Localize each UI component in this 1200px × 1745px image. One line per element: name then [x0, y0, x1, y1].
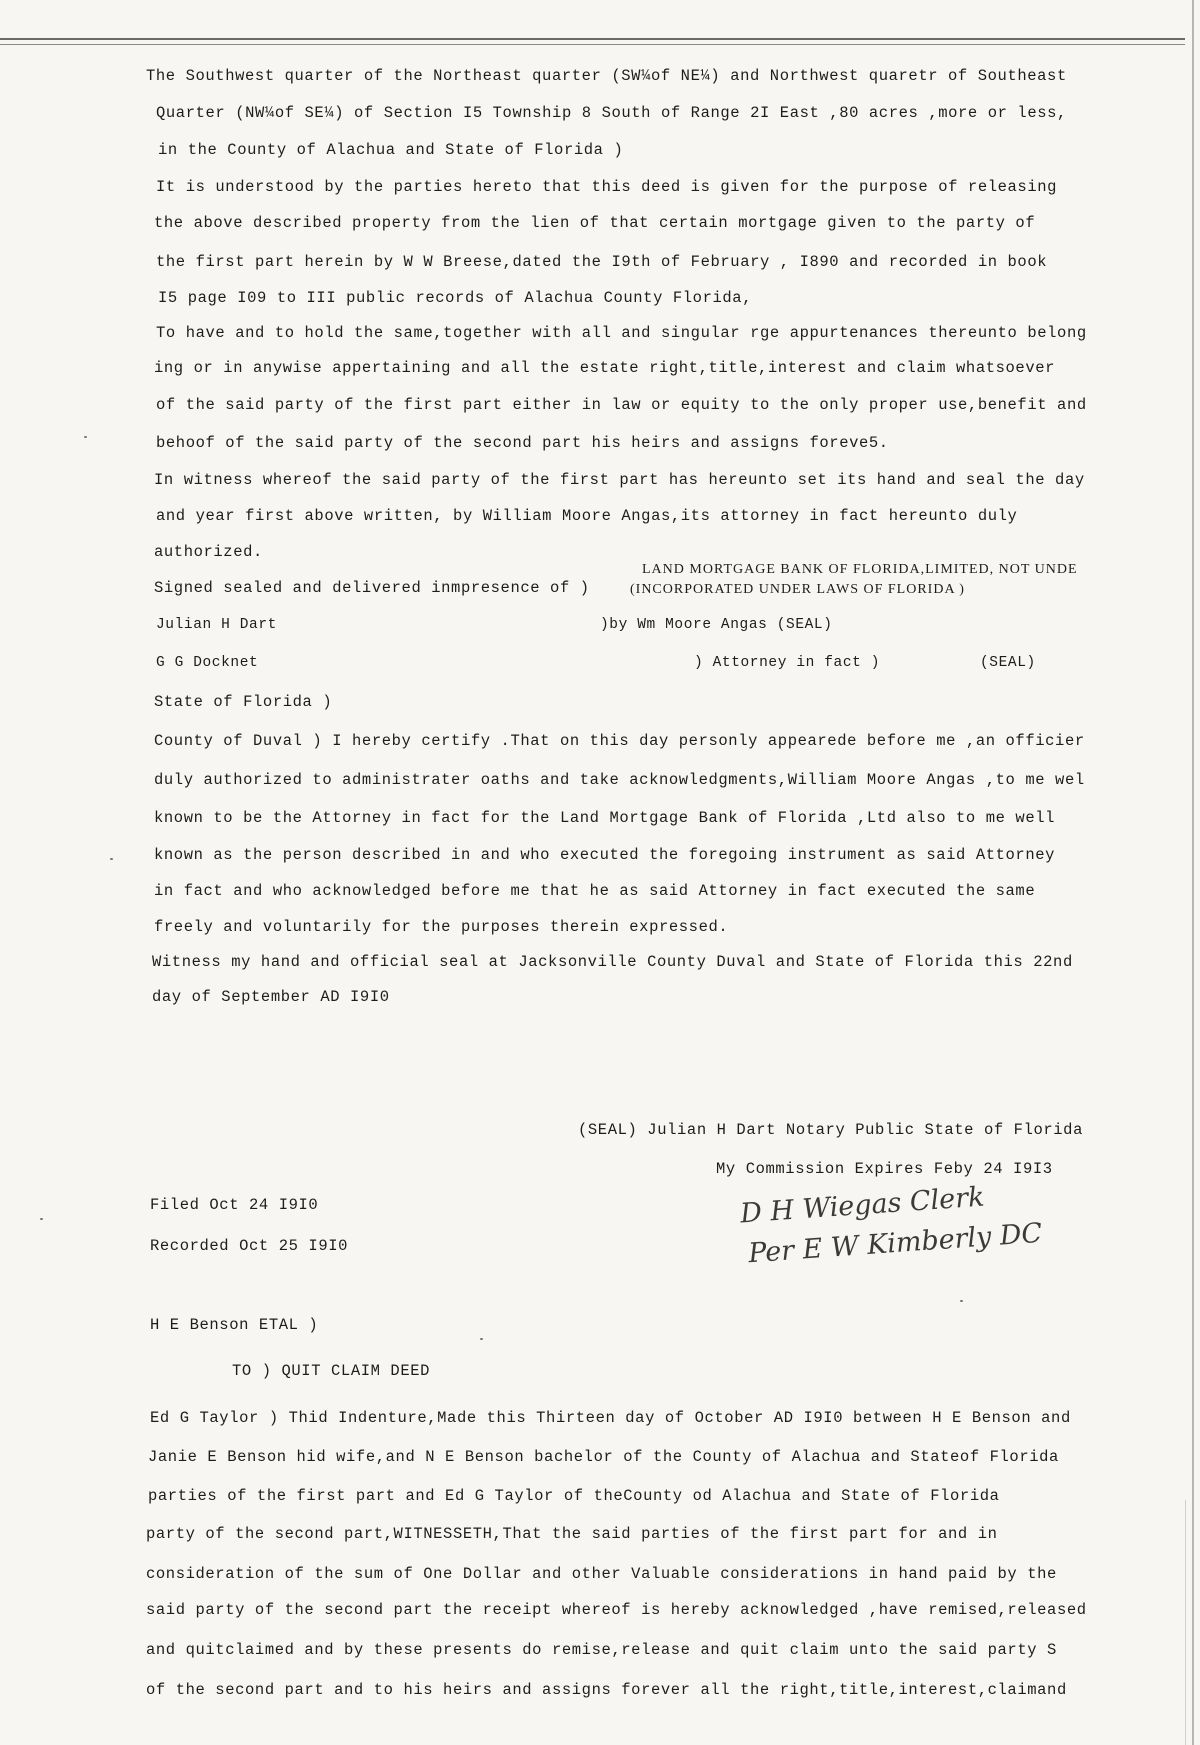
top-rule-secondary	[0, 44, 1185, 45]
text-line: the first part herein by W W Breese,dated the I9th of February , I890 and recorded in book	[156, 253, 1048, 271]
text-line: day of September AD I9I0	[152, 988, 390, 1006]
scan-speck	[110, 858, 113, 860]
text-line: County of Duval ) I hereby certify .That on this day personly appearede before me ,an officier	[154, 732, 1085, 750]
text-line: duly authorized to administrater oaths and take acknowledgments,William Moore Angas ,to me wel	[154, 771, 1085, 789]
text-line: in fact and who acknowledged before me that he as said Attorney in fact executed the same	[154, 882, 1036, 900]
text-line: freely and voluntarily for the purposes therein expressed.	[154, 918, 729, 936]
text-line: party of the second part,WITNESSETH,That the said parties of the first part for and in	[146, 1525, 998, 1543]
signature-capacity: ) Attorney in fact )	[694, 655, 881, 671]
text-line: ing or in anywise appertaining and all the estate right,title,interest and claim whatsoever	[154, 359, 1056, 377]
instrument-type-heading: TO ) QUIT CLAIM DEED	[232, 1362, 431, 1380]
scan-speck	[480, 1338, 483, 1340]
notary-signature: (SEAL) Julian H Dart Notary Public State of Florida	[578, 1121, 1083, 1139]
witness-name: Julian H Dart	[156, 617, 277, 633]
scan-speck	[84, 436, 87, 438]
scan-speck	[960, 1300, 963, 1302]
text-line: and quitclaimed and by these presents do remise,release and quit claim unto the said party S	[146, 1641, 1057, 1659]
text-line: State of Florida )	[154, 693, 333, 711]
text-line: In witness whereof the said party of the first part has hereunto set its hand and seal the day	[154, 471, 1085, 489]
corporate-stamp-line-2: (INCORPORATED UNDER LAWS OF FLORIDA )	[630, 582, 965, 597]
text-line: and year first above written, by William Moore Angas,its attorney in fact hereunto duly	[156, 507, 1018, 525]
text-line: Quarter (NW¼of SE¼) of Section I5 Township 8 South of Range 2I East ,80 acres ,more or less,	[156, 104, 1067, 122]
text-line: Witness my hand and official seal at Jacksonville County Duval and State of Florida this 22nd	[152, 953, 1073, 971]
text-line: said party of the second part the receipt whereof is hereby acknowledged ,have remised,released	[146, 1601, 1087, 1619]
text-line: in the County of Alachua and State of Florida )	[158, 141, 624, 159]
text-line: behoof of the said party of the second part his heirs and assigns foreve5.	[156, 434, 889, 452]
page-edge	[1192, 0, 1194, 1745]
corporate-stamp-line-1: LAND MORTGAGE BANK OF FLORIDA,LIMITED, NOT UNDE	[642, 562, 1078, 577]
deputy-handwritten-signature: Per E W Kimberly DC	[747, 1217, 1044, 1270]
text-line: To have and to hold the same,together with all and singular rge appurtenances thereunto belong	[156, 324, 1087, 342]
scan-speck	[40, 1218, 43, 1220]
text-line: of the second part and to his heirs and assigns forever all the right,title,interest,claimand	[146, 1681, 1067, 1699]
clerk-handwritten-signature: D H Wiegas Clerk	[739, 1181, 986, 1230]
text-line: the above described property from the lien of that certain mortgage given to the party of	[154, 214, 1036, 232]
text-line: of the said party of the first part either in law or equity to the only proper use,benefit and	[156, 396, 1087, 414]
text-line: Janie E Benson hid wife,and N E Benson bachelor of the County of Alachua and Stateof Florida	[148, 1448, 1059, 1466]
text-line: Signed sealed and delivered inmpresence of )	[154, 579, 590, 597]
page-edge-shadow	[1185, 1500, 1186, 1745]
witness-name: G G Docknet	[156, 655, 259, 671]
text-line: consideration of the sum of One Dollar and other Valuable considerations in hand paid by the	[146, 1565, 1057, 1583]
text-line: Ed G Taylor ) Thid Indenture,Made this Thirteen day of October AD I9I0 between H E Benson and	[150, 1409, 1071, 1427]
signature-line: )by Wm Moore Angas (SEAL)	[600, 617, 833, 633]
text-line: It is understood by the parties hereto that this deed is given for the purpose of releasing	[156, 178, 1058, 196]
text-line: I5 page I09 to III public records of Alachua County Florida,	[158, 289, 753, 307]
instrument-parties-heading: H E Benson ETAL )	[150, 1316, 319, 1334]
text-line: authorized.	[154, 543, 263, 561]
text-line: known to be the Attorney in fact for the Land Mortgage Bank of Florida ,Ltd also to me well	[154, 809, 1056, 827]
commission-expiry: My Commission Expires Feby 24 I9I3	[716, 1160, 1053, 1178]
top-rule	[0, 38, 1185, 40]
text-line: known as the person described in and who executed the foregoing instrument as said Attorney	[154, 846, 1056, 864]
filed-date: Filed Oct 24 I9I0	[150, 1196, 319, 1214]
text-line: parties of the first part and Ed G Taylor of theCounty od Alachua and State of Florida	[148, 1487, 1000, 1505]
text-line: The Southwest quarter of the Northeast quarter (SW¼of NE¼) and Northwest quaretr of Southeast	[146, 67, 1067, 85]
seal-mark: (SEAL)	[980, 655, 1036, 671]
recorded-date: Recorded Oct 25 I9I0	[150, 1237, 349, 1255]
